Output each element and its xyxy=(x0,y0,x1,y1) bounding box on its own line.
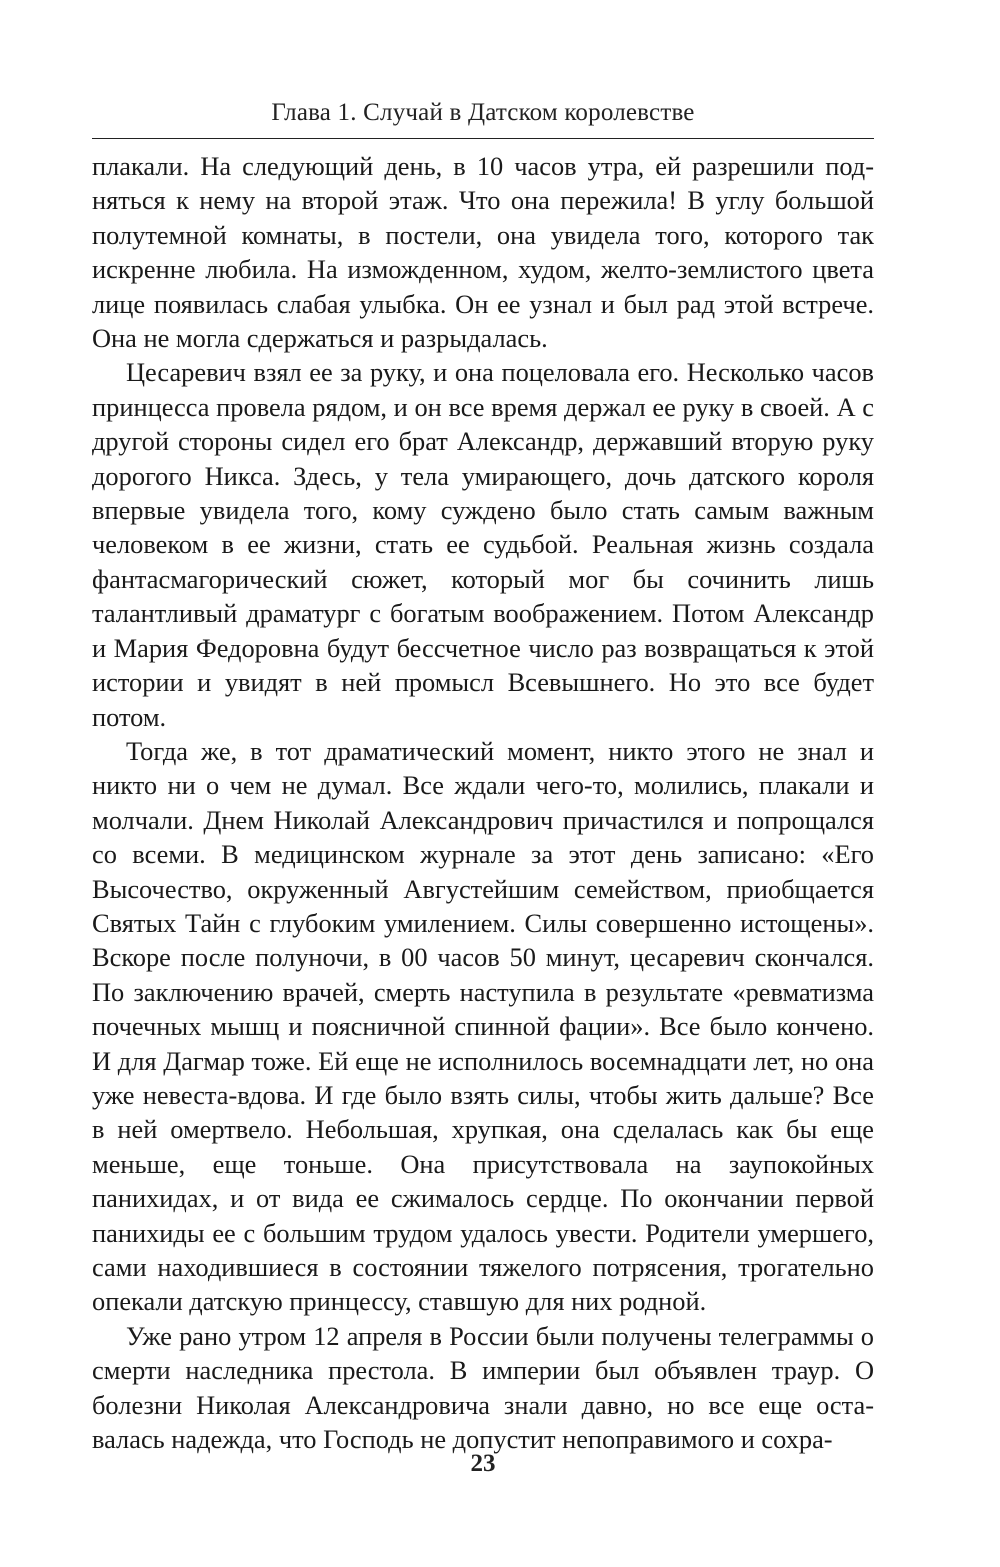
header-rule xyxy=(92,138,874,139)
book-page xyxy=(92,96,874,1536)
paragraph: Цесаревич взял ее за руку, и она поцеловала его. Несколько часов принцесса провела рядом, и он все время держал ее руку в своей. А с другой стороны сидел его брат Александр, державший вторую руку дорогого Никса. Здесь, у тела умирающего, дочь датского короля впервые увидела того, кому суждено было стать самым важным человеком в ее жизни, стать ее судьбой. Реальная жизнь создала фантасмагорический сюжет, который мог бы сочинить лишь талантливый драматург с богатым воображением. Потом Александр и Мария Федоровна будут бессчетное число раз возвращаться к этой истории и увидят в ней промысл Всевышнего. Но это все будет потом. xyxy=(92,357,874,732)
paragraph-continued: плакали. На следующий день, в 10 часов утра, ей разрешили подняться к нему на второй этаж. Что она пережила! В углу большой полутемной комнаты, в постели, она увидела того, которого так искренне любила. На изможденном, худом, желто-землистого цвета лице появилась слабая улыбка. Он ее узнал и был рад этой встрече. Она не могла сдержаться и разрыдалась. xyxy=(92,151,874,354)
paragraph: Тогда же, в тот драматический момент, никто этого не знал и никто ни о чем не думал. Все ждали чего-то, молились, плакали и молчали. Днем Николай Александрович причастился и попрощался со всеми. В медицинском журнале за этот день записано: «Его Высочество, окруженный Августейшим семейством, приобщается Святых Тайн с глубоким умилением. Силы совершенно истощены». Вскоре после полуночи, в 00 часов 50 минут, цесаревич скончался. По заключению врачей, смерть наступила в результате «ревматизма почечных мышц и поясничной спинной фации». Все было кончено. И для Дагмар тоже. Ей еще не исполнилось восемнадцати лет, но она уже невеста-вдова. И где было взять силы, чтобы жить дальше? Все в ней омертвело. Небольшая, хрупкая, она сделалась как бы еще меньше, еще тоньше. Она присутствовала на заупокойных панихидах, и от вида ее сжималось сердце. По окончании первой панихиды ее с большим трудом удалось увести. Родители умершего, сами находившиеся в состоянии тяжелого потрясения, трогательно опекали датскую принцессу, ставшую для них родной. xyxy=(92,735,874,1317)
body-text xyxy=(92,149,874,1456)
page-number: 23 xyxy=(470,1450,496,1477)
paragraph: Уже рано утром 12 апреля в России были получены телеграммы о смерти наследника престола. В империи был объявлен траур. О болезни Николая Александровича знали давно, но все еще оставалась надежда, что Господь не допустит непоправимого и сохра- xyxy=(92,1320,874,1455)
running-head: Глава 1. Случай в Датском королевстве xyxy=(271,99,695,126)
